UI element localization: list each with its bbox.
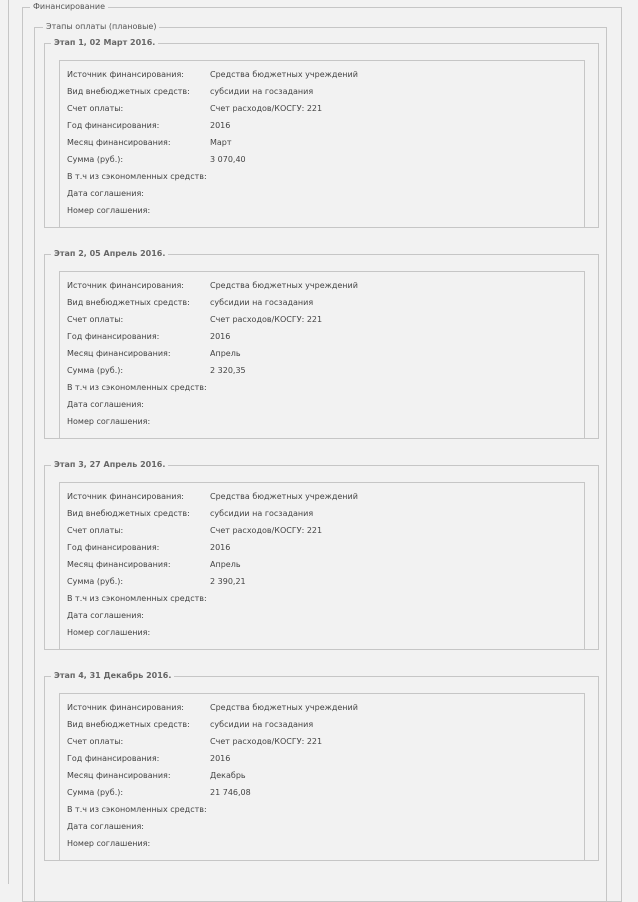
field-label: Вид внебюджетных средств: — [67, 720, 190, 729]
left-border-line — [8, 0, 9, 884]
field-value: Апрель — [210, 349, 241, 358]
stage-title: Этап 2, 05 Апрель 2016. — [54, 249, 166, 258]
field-label: Год финансирования: — [67, 754, 160, 763]
field-value: 2016 — [210, 543, 231, 552]
field-label: В т.ч из сэкономленных средств: — [67, 383, 207, 392]
field-value: Апрель — [210, 560, 241, 569]
field-value: субсидии на госзадания — [210, 298, 314, 307]
field-label: Дата соглашения: — [67, 822, 144, 831]
field-value: 2016 — [210, 121, 231, 130]
field-label: Счет оплаты: — [67, 315, 124, 324]
field-label: Источник финансирования: — [67, 703, 184, 712]
field-label: Вид внебюджетных средств: — [67, 87, 190, 96]
field-label: Номер соглашения: — [67, 839, 151, 848]
stage-title: Этап 4, 31 Декабрь 2016. — [54, 671, 172, 680]
field-label: Год финансирования: — [67, 332, 160, 341]
stage-title: Этап 3, 27 Апрель 2016. — [54, 460, 166, 469]
field-value: Счет расходов/КОСГУ: 221 — [210, 104, 323, 113]
field-value: 2 320,35 — [210, 366, 246, 375]
payment-stages-title: Этапы оплаты (плановые) — [46, 22, 157, 31]
field-label: Счет оплаты: — [67, 526, 124, 535]
field-label: Номер соглашения: — [67, 417, 151, 426]
field-label: Месяц финансирования: — [67, 138, 171, 147]
field-label: Сумма (руб.): — [67, 788, 124, 797]
field-label: Источник финансирования: — [67, 281, 184, 290]
stage-details-box — [59, 482, 585, 650]
stage-details-box — [59, 271, 585, 439]
field-value: Средства бюджетных учреждений — [210, 281, 358, 290]
field-label: Дата соглашения: — [67, 189, 144, 198]
field-label: Сумма (руб.): — [67, 577, 124, 586]
field-label: В т.ч из сэкономленных средств: — [67, 172, 207, 181]
field-label: Месяц финансирования: — [67, 560, 171, 569]
field-label: В т.ч из сэкономленных средств: — [67, 594, 207, 603]
stage-details-box — [59, 693, 585, 861]
field-label: Номер соглашения: — [67, 206, 151, 215]
field-value: Средства бюджетных учреждений — [210, 70, 358, 79]
financing-section-title: Финансирование — [33, 2, 105, 11]
field-label: Источник финансирования: — [67, 70, 184, 79]
field-label: В т.ч из сэкономленных средств: — [67, 805, 207, 814]
field-value: 2016 — [210, 754, 231, 763]
field-value: Средства бюджетных учреждений — [210, 492, 358, 501]
field-label: Счет оплаты: — [67, 104, 124, 113]
field-value: 3 070,40 — [210, 155, 246, 164]
field-label: Сумма (руб.): — [67, 155, 124, 164]
field-value: 2 390,21 — [210, 577, 246, 586]
field-label: Месяц финансирования: — [67, 771, 171, 780]
stage-title: Этап 1, 02 Март 2016. — [54, 38, 156, 47]
field-value: субсидии на госзадания — [210, 87, 314, 96]
field-label: Год финансирования: — [67, 121, 160, 130]
field-value: Декабрь — [210, 771, 246, 780]
field-value: субсидии на госзадания — [210, 720, 314, 729]
field-label: Источник финансирования: — [67, 492, 184, 501]
field-value: Март — [210, 138, 232, 147]
field-value: 2016 — [210, 332, 231, 341]
field-label: Месяц финансирования: — [67, 349, 171, 358]
field-label: Вид внебюджетных средств: — [67, 509, 190, 518]
stage-details-box — [59, 60, 585, 228]
field-label: Вид внебюджетных средств: — [67, 298, 190, 307]
field-label: Сумма (руб.): — [67, 366, 124, 375]
field-label: Счет оплаты: — [67, 737, 124, 746]
field-label: Дата соглашения: — [67, 400, 144, 409]
field-value: субсидии на госзадания — [210, 509, 314, 518]
field-value: Счет расходов/КОСГУ: 221 — [210, 526, 323, 535]
field-value: Средства бюджетных учреждений — [210, 703, 358, 712]
field-value: 21 746,08 — [210, 788, 251, 797]
field-value: Счет расходов/КОСГУ: 221 — [210, 737, 323, 746]
field-label: Номер соглашения: — [67, 628, 151, 637]
field-value: Счет расходов/КОСГУ: 221 — [210, 315, 323, 324]
field-label: Год финансирования: — [67, 543, 160, 552]
field-label: Дата соглашения: — [67, 611, 144, 620]
